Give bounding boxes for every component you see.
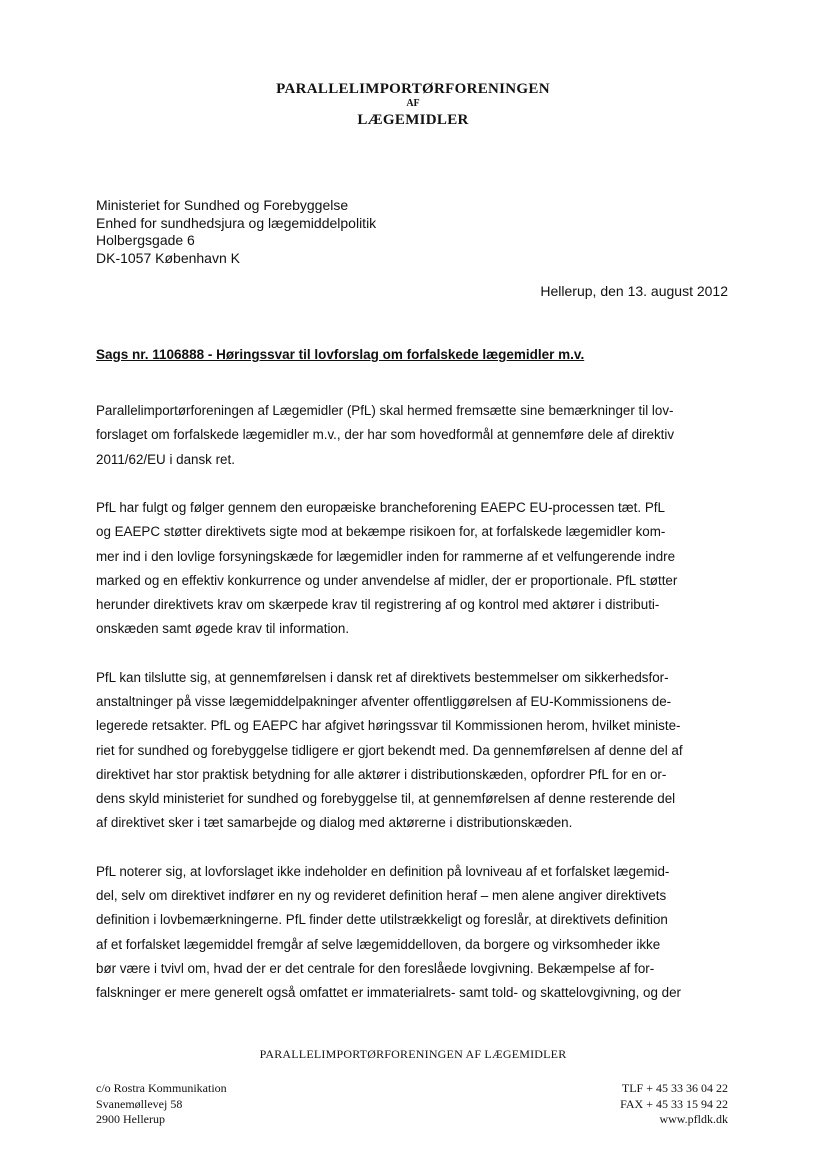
footer-fax: FAX + 45 33 15 94 22 — [620, 1096, 728, 1111]
footer-phone: TLF + 45 33 36 04 22 — [621, 1081, 728, 1095]
letterhead — [0, 80, 826, 130]
letterhead-line-1: PARALLELIMPORTØRFORENINGEN — [276, 81, 550, 97]
body-paragraph — [96, 860, 732, 1006]
letter-date: Hellerup, den 13. august 2012 — [540, 283, 728, 299]
recipient-address — [96, 197, 376, 267]
body-line: marked og en effektiv konkurrence og under anvendelse af midler, der er proportionale. PfL støtter — [96, 572, 678, 588]
body-line: dens skyld ministeriet for sundhed og forebyggelse til, at gennemførelsen af denne resterende del — [96, 791, 676, 806]
body-line: Parallelimportørforeningen af Lægemidler (PfL) skal hermed fremsætte sine bemærkninger til lov- — [96, 403, 674, 418]
body-line: del, selv om direktivet indfører en ny og revideret definition heraf – men alene angiver direktivets — [96, 888, 667, 903]
footer-postal-address — [96, 1081, 227, 1128]
body-line: definition i lovbemærkningerne. PfL finder dette utilstrækkeligt og foreslår, at direktivets definition — [96, 912, 668, 928]
body-paragraph — [96, 496, 732, 642]
body-line: herunder direktivets krav om skærpede krav til registrering af og kontrol med aktører i distributi- — [96, 597, 660, 612]
letterhead-line-3: LÆGEMIDLER — [357, 112, 469, 128]
body-line: PfL noterer sig, at lovforslaget ikke indeholder en definition på lovniveau af et forfalsket lægemid- — [96, 863, 670, 879]
body-line: 2011/62/EU i dansk ret. — [96, 451, 235, 467]
letterhead-line-2: AF — [406, 98, 420, 109]
body-line: onskæden samt øgede krav til information. — [96, 621, 350, 637]
body-line: PfL kan tilslutte sig, at gennemførelsen i dansk ret af direktivets bestemmelser om sikkerhedsfor- — [96, 669, 669, 685]
body-line: anstaltninger på visse lægemiddelpakninger afventer offentliggørelsen af EU-Kommissionens de- — [96, 694, 672, 709]
body-line: mer ind i den lovlige forsyningskæde for lægemidler inden for rammerne af et velfungerende indre — [96, 548, 676, 564]
footer-organization: PARALLELIMPORTØRFORENINGEN AF LÆGEMIDLER — [259, 1047, 567, 1061]
footer-address-line: 2900 Hellerup — [96, 1112, 165, 1126]
body-line: forslaget om forfalskede lægemidler m.v., der har som hovedformål at gennemføre dele af direktiv — [96, 427, 675, 443]
body-line: falskninger er mere generelt også omfattet er immaterialrets- samt told- og skattelovgivning, og der — [96, 985, 681, 1000]
body-paragraph — [96, 399, 732, 472]
recipient-line: Enhed for sundhedsjura og lægemiddelpolitik — [96, 214, 377, 231]
body-line: legerede retsakter. PfL og EAEPC har afgivet høringssvar til Kommissionen herom, hvilket ministe- — [96, 718, 681, 734]
recipient-line: Holbergsgade 6 — [96, 232, 195, 248]
body-line: og EAEPC støtter direktivets sigte mod at bekæmpe risikoen for, at forfalskede lægemidler kom- — [96, 524, 666, 540]
body-line: direktivet har stor praktisk betydning for alle aktører i distributionskæden, opfordrer PfL for en or- — [96, 766, 667, 782]
footer-address-line: c/o Rostra Kommunikation — [96, 1081, 227, 1095]
body-line: PfL har fulgt og følger gennem den europæiske brancheforening EAEPC EU-processen tæt. PfL — [96, 500, 665, 515]
recipient-line: DK-1057 København K — [96, 249, 240, 266]
body-line: af et forfalsket lægemiddel fremgår af selve lægemiddelloven, da borgere og virksomheder ikke — [96, 936, 661, 952]
subject-line: Sags nr. 1106888 - Høringssvar til lovforslag om forfalskede lægemidler m.v. — [96, 347, 585, 362]
footer-website-link[interactable]: www.pfldk.dk — [659, 1112, 728, 1126]
recipient-line: Ministeriet for Sundhed og Forebyggelse — [96, 197, 349, 213]
body-line: af direktivet sker i tæt samarbejde og dialog med aktørerne i distributionskæden. — [96, 815, 573, 831]
footer-address-line: Svanemøllevej 58 — [96, 1096, 183, 1111]
body-line: bør være i tvivl om, hvad der er det centrale for den foreslåede lovgivning. Bekæmpelse af for- — [96, 960, 655, 976]
body-paragraph — [96, 666, 732, 836]
footer-contact — [620, 1081, 728, 1128]
body-line: riet for sundhed og forebyggelse tidligere er gjort bekendt med. Da gennemførelsen af denne del af — [96, 742, 683, 758]
letter-body — [96, 399, 732, 1030]
